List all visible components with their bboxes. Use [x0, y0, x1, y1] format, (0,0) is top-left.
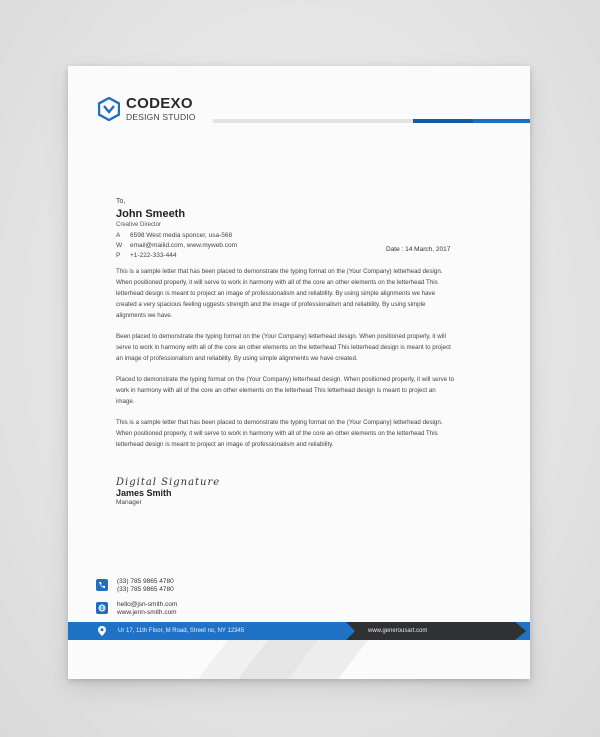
- signer-role: Manager: [116, 499, 142, 506]
- signature-script: Digital Signature: [116, 477, 221, 488]
- footer-email[interactable]: hello@jsn-smith.com: [117, 601, 178, 608]
- footer-website[interactable]: www.generousart.com: [368, 628, 428, 634]
- footer-phone-2: (33) 785 9865 4780: [117, 586, 174, 593]
- paragraph-4: This is a sample letter that has been placed to demonstrate the typing format on the (Your Company) letterhead design. When positioned properly, it will serve to work in harmony with all of the core an other elements on the letterhead This letterhead design is meant to project an image of professionalism and reliability.: [116, 419, 443, 448]
- brand-tagline: DESIGN STUDIO: [126, 112, 196, 122]
- to-label: To,: [116, 198, 126, 205]
- contact-key: A: [116, 232, 121, 239]
- signer-name: James Smith: [116, 488, 172, 498]
- contact-web-row: [116, 242, 237, 252]
- contact-phone-row: [116, 252, 237, 262]
- footer-web[interactable]: www.jenn-smith.com: [117, 609, 177, 616]
- footer-phone-1: (33) 785 9865 4780: [117, 578, 174, 585]
- contact-phone: +1-222-333-444: [130, 252, 177, 259]
- paragraph-2: Been placed to demonstrate the typing format on the (Your Company) letterhead design. When positioned properly, it will serve to work in harmony with all of the core an other elements on the letterhead This letterhead design is meant to project an image of professionalism and reliability. By using simple alignments we have created.: [116, 333, 451, 362]
- brand-logo: [98, 96, 196, 122]
- contact-address: 6598 West media sponcer, usa-568: [130, 232, 233, 239]
- logo-shield-icon: [98, 97, 120, 121]
- footer-address: Ur 17, 11th Floor, M Road, Street no, NY 12345: [118, 628, 245, 634]
- footer-online: [96, 601, 177, 617]
- recipient-title: Creative Director: [116, 222, 162, 228]
- contact-address-row: [116, 232, 237, 242]
- recipient-contact: [116, 232, 237, 262]
- header-bar-blue-dark: [413, 119, 473, 123]
- phone-icon: [96, 579, 108, 591]
- letter-date: Date : 14 March, 2017: [386, 246, 451, 253]
- contact-web: email@maiiid.com, www.myweb.com: [130, 242, 238, 249]
- recipient-name: John Smeeth: [116, 208, 186, 220]
- contact-key: P: [116, 252, 121, 259]
- contact-key: W: [116, 242, 123, 249]
- location-icon: [96, 625, 108, 637]
- brand-name: CODEXO: [126, 95, 193, 112]
- footer-phones: [96, 578, 174, 594]
- footer-decorative-shapes: [68, 640, 530, 679]
- paragraph-1: This is a sample letter that has been placed to demonstrate the typing format on the (Your Company) letterhead design. When positioned properly, it will serve to work in harmony with all of the core an other elements on the letterhead This letterhead design is meant to project an image of professionalism and reliability. By using simple alignments we have created a very spacious feeling uggests strength and the image of professionalism and reliability. By using simple alignments we have.: [116, 268, 443, 319]
- letter-body: [116, 266, 456, 460]
- paragraph-3: Placed to demonstrate the typing format on the (Your Company) letterhead design. When positioned properly, it will serve to work in harmony with all of the core an other elements on the letterhead This letterhead design is meant to project an image.: [116, 376, 455, 405]
- header-bar-grey: [213, 119, 413, 123]
- letterhead-page: [68, 66, 530, 679]
- globe-icon: [96, 602, 108, 614]
